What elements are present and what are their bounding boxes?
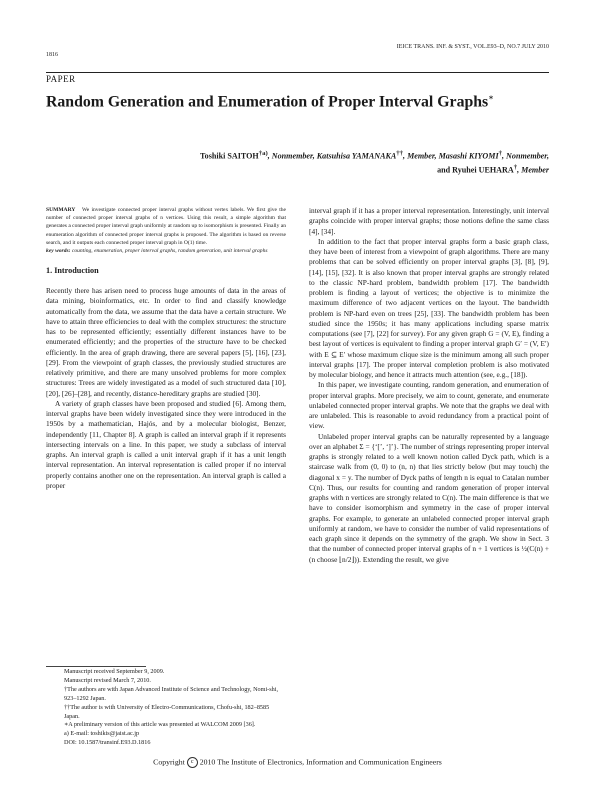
paragraph: In this paper, we investigate counting, random generation, and enumeration of proper interval graphs. More precisely, we aim to count, generate, and enumerate unlabeled connected proper interval graphs. We note that the graphs we deal with are unlabeled. This is reasonable to avoid redundancy from a practical point of view. [309, 380, 549, 431]
footnote: Manuscript revised March 7, 2010. [64, 676, 151, 684]
author-mark: †a) [258, 150, 268, 157]
footnote: ∗A preliminary version of this article was presented at WALCOM 2009 [36]. [64, 721, 256, 729]
footnote: DOI: 10.1587/transinf.E93.D.1816 [64, 739, 151, 747]
footnote-rule [46, 666, 146, 667]
author-saitoh: Toshiki SAITOH [200, 151, 259, 161]
keywords-label: key words: [46, 248, 71, 255]
footnote: †The authors are with Japan Advanced Institute of Science and Technology, Nomi-shi, 923–1292 Japan. [64, 685, 279, 702]
footnote: Manuscript received September 9, 2009. [64, 668, 165, 675]
footnote: ††The author is with University of Electro-Communications, Chofu-shi, 182–8585 Japan. [64, 703, 270, 720]
keywords [46, 247, 286, 255]
paragraph: interval graph if it has a proper interval representation. Interestingly, unit interval graphs coincide with proper interval graphs; those notions define the same class [4], [34]. [309, 206, 549, 236]
copyright-text: 2010 The Institute of Electronics, Information and Communication Engineers [199, 757, 442, 767]
author-line-1 [89, 148, 549, 162]
keywords-text: counting, enumeration, proper interval graphs, random generation, unit interval graphs [71, 248, 268, 255]
author-uehara: and Ryuhei UEHARA [437, 165, 514, 175]
copyright-icon: c [187, 757, 198, 768]
author-mark: † [513, 164, 518, 172]
paragraph: Recently there has arisen need to process huge amounts of data in the areas of data mining, bioinformatics, etc. In order to find and classify knowledge automatically from the data, we assume that the data have a certain structure. We have to attain three efficiencies to deal with the complex structures: the structure has to be represented efficiently; essentially different instances have to be enumerated efficiently; and the properties of the structure have to be checked efficiently. In the area of graph drawing, there are several papers [5], [16], [23], [29]. From the viewpoint of graph classes, the previously studied structures are relatively primitive, and there are many unsolved problems for more complex structures: Trees are widely investigated as a model of such structured data [10], [20], [26]–[28], and recently, distance-hereditary graphs are studied [30]. [46, 286, 286, 398]
author-kiyomi: , Member, Masashi KIYOMI [403, 151, 499, 161]
page-number: 1816 [46, 52, 58, 58]
copyright-label: Copyright [153, 757, 185, 767]
footnote: a) E-mail: toshikis@jaist.ac.jp [64, 730, 140, 738]
paper-title [46, 88, 555, 112]
author-yamanaka: , Nonmember, Katsuhisa YAMANAKA [267, 151, 397, 161]
paper-type-tag: PAPER [46, 74, 76, 84]
author-affil: , Nonmember, [502, 151, 549, 161]
author-mark: † [498, 150, 502, 157]
right-column [309, 206, 549, 565]
header-rule [46, 72, 549, 73]
abstract-text: We investigate connected proper interval graphs without vertex labels. We first give the number of connected proper interval graphs of n vertices. Using this result, a simple algorithm that generates a connected proper interval graph uniformly at random up to isomorphism is presented. Finally an enumeration algorithm of connected proper interval graphs is proposed. The algorithm is based on reverse search, and it outputs each connected proper interval graph in O(1) time. [46, 207, 286, 246]
author-affil: , Member [517, 165, 549, 175]
left-column [46, 206, 286, 491]
abstract [46, 206, 286, 247]
footnotes [46, 668, 286, 748]
abstract-label: SUMMARY [46, 207, 76, 213]
paragraph: Unlabeled proper interval graphs can be naturally represented by a language over an alphabet Σ = {‘[’, ‘]’}. The number of strings representing proper interval graphs is strongly related to a well known notion called Dyck path, which is a staircase walk from (0, 0) to (n, n) that lies strictly below (but may touch) the diagonal x = y. The number of Dyck paths of length n is equal to Catalan number C(n). Thus, our results for counting and random generation of proper interval graphs with n vertices are strongly related to C(n). The main difference is that we have to consider isomorphism and symmetry in the case of proper interval graphs. For example, to generate an unlabeled connected proper interval graph uniformly at random, we have to consider the number of valid representations of each graph since it depends on the symmetry of the graph. We show in Sect. 3 that the number of connected proper interval graphs of n + 1 vertices is ½(C(n) + (n choose ⌊n/2⌋)). Extending the result, we give [309, 431, 549, 564]
section-heading: 1. Introduction [46, 266, 99, 276]
paragraph: In addition to the fact that proper interval graphs form a basic graph class, they have been of interest from a viewpoint of graph algorithms. There are many problems that can be solved efficiently on proper interval graphs [3], [8], [9], [14], [15], [32]. It is also known that proper interval graphs are strongly related to the classic NP-hard problem, bandwidth problem [17]. The bandwidth problem is finding a layout of vertices; the objective is to minimize the maximum difference of two adjacent vertices on the layout. The bandwidth problem is NP-hard even on trees [25], [33]. The bandwidth problem has been studied since the 1950s; it has many applications including sparse matrix computations (see [7], [22] for survey). For any given graph G = (V, E), finding a best layout of vertices is equivalent to finding a proper interval graph G′ = (V, E′) with E ⊆ E′ whose maximum clique size is the minimum among all such proper interval graphs [17]. The proper interval completion problem is also motivated by molecular biology, and hence it attracts much attention (see, e.g., [18]). [309, 236, 549, 379]
title-text: Random Generation and Enumeration of Proper Interval Graphs [46, 93, 489, 111]
copyright-footer [0, 757, 595, 768]
author-mark: †† [396, 150, 404, 157]
journal-header: IEICE TRANS. INF. & SYST., VOL.E93–D, NO.7 JULY 2010 [396, 44, 549, 50]
author-line-2 [89, 162, 549, 176]
title-footnote-mark: ∗ [488, 93, 494, 102]
author-block [89, 148, 549, 176]
paragraph: A variety of graph classes have been proposed and studied [6]. Among them, interval graphs have been widely investigated since they were introduced in the 1950s by a mathematician, Hajós, and by a molecular biologist, Benzer, independently [11, Chapter 8]. A graph is called an interval graph if it represents intersecting intervals on a line. In this paper, we study a subclass of interval graphs. An interval graph is called a unit interval graph if it has a unit length interval representation. An interval representation is called proper if no interval properly contains another one on the representation. An interval graph is called a proper [46, 398, 286, 490]
